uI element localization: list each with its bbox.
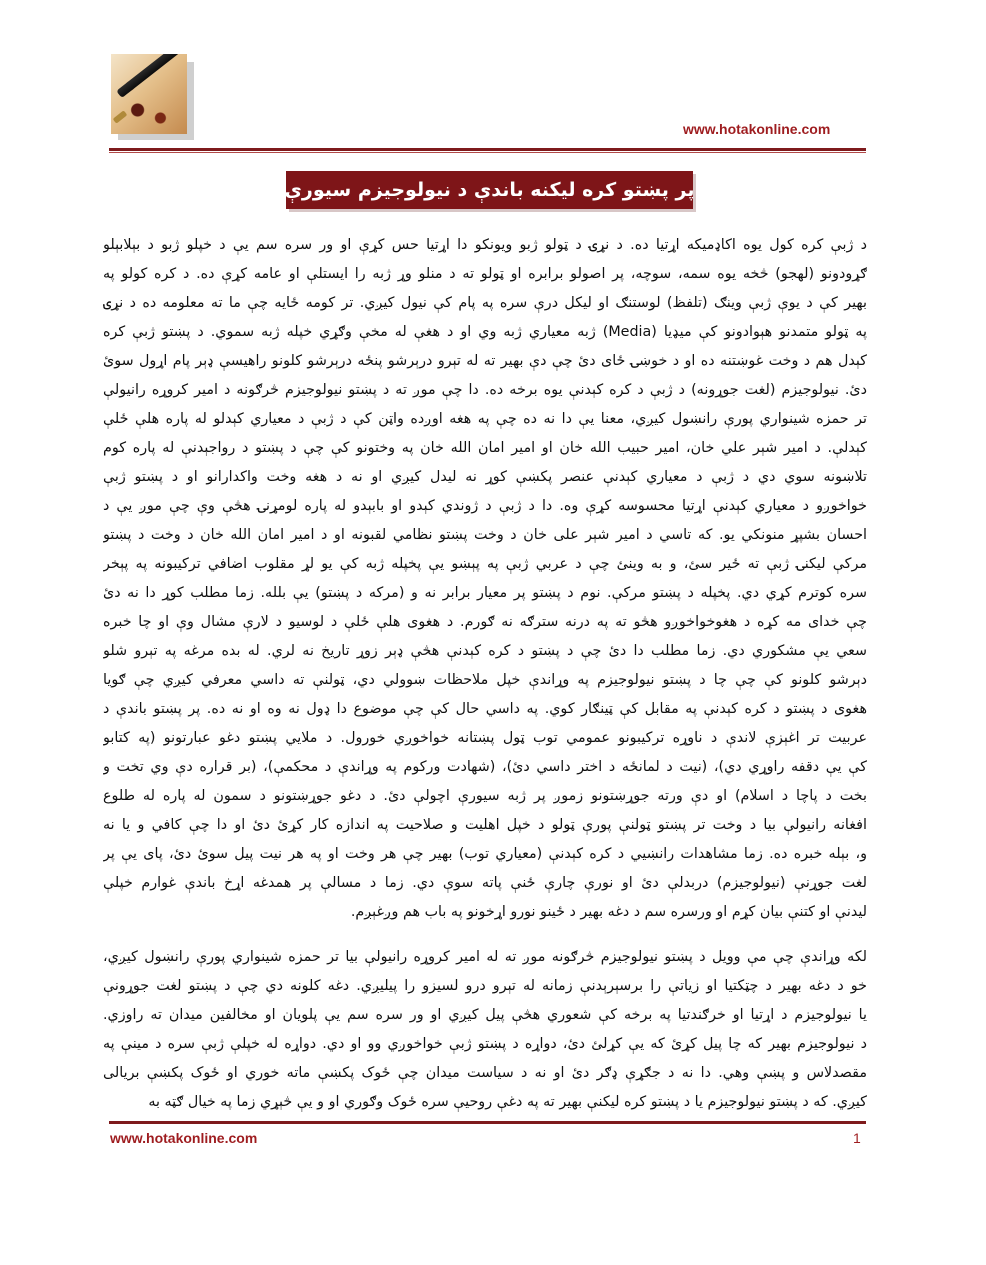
paragraph-line: لکه وړاندې چې مې وویل د پښتو نیولوجیزم څرګونه موږ ته له امیر کروړه رانیولې بیا تر حمزه شینواري پورې رانښول کیږي، xyxy=(103,949,867,965)
header-site-link[interactable]: www.hotakonline.com xyxy=(683,121,831,137)
article-title-banner xyxy=(286,171,693,209)
paragraph-line: مرکې لیکنۍ ژبې ته ځیر سئ، و به وینئ چې د عربي ژبې په پېښو یې پخپله ژبه کې یو لړ مقلوب اضافي ترکیبونه په پېخر xyxy=(103,556,867,572)
header-divider-thin xyxy=(109,152,866,153)
paragraph-line: خو د دغه بهیر د چټکتیا او زیاتې را برسېرېدنې زمانه له تېرو درو لسیزو را پیلیږي. دغه کلونه دي چې د پښتو لغت جوړونې xyxy=(103,978,867,994)
paragraph-2 xyxy=(103,943,867,1117)
paragraph-line: تر حمزه شینواري پورې رانښول کیږي، معنا یې دا نه ده چې په هغه اوږده واټن کې د ژبې د معیاري کېدلو له پاره هلې ځلې xyxy=(103,411,867,427)
paragraph-1 xyxy=(103,231,867,927)
paragraph-line: دئ. نیولوجیزم (لغت جوړونه) د ژبې د کره کېدنې یوه برخه ده. دا چې موږ ته د پښتو نیولوجیزم څرګونه د امیر کروړه رانیولې xyxy=(103,382,867,398)
paragraph-line: مقصدلاس و پښې وهي. دا نه د جګړې ډګر دئ او نه د سیاست میدان چې ځوک پکښې ماته خوري او ځوک پکښې بریالی xyxy=(103,1065,867,1081)
paragraph-line: کیږي. که د پښتو نیولوجیزم یا د پښتو کره لیکنې بهیر ته په دغې روحیې سره ځوک وګوري او و یې څېړي زما په خیال ګټه به xyxy=(148,1094,867,1110)
paragraph-line: د ژبې کره کول یوه اکاډمیکه اړتیا ده. د نړۍ د ټولو ژبو ویونکو دا اړتیا حس کړې او ور سره سم یې د خپلو ژبو د بېلابېلو xyxy=(103,237,867,253)
page-number: 1 xyxy=(853,1130,861,1146)
pen-nib-icon xyxy=(113,110,128,123)
paragraph-line: د نیولوجیزم بهیر که چا پیل کړئ که یې کړلئ دئ، دواړه د پښتو ژبې خواخوږي وو او دي. دواړه له خپلې ژبې سره د مینې په xyxy=(103,1036,867,1052)
article-title: پر پښتو کره لیکنه باندې د نیولوجیزم سیورې xyxy=(284,179,695,201)
pen-logo-image xyxy=(111,54,187,134)
article-body xyxy=(103,231,867,1117)
paragraph-line: و، بېله خبره ده. زما مشاهدات رانښیي د کره کېدنې (معیاري توب) بهیر چې هر وخت او په هر نیت پیل سوئ دئ، پای یې پر xyxy=(103,846,867,862)
paragraph-line: سره کوترم کړي دي. پخپله د پښتو مرکې. نوم د پښتو پر معیار برابر نه و (مرکه د پښتو) یې بلله. زما مطلب کوړ دا نه دئ xyxy=(103,585,867,601)
paragraph-line: لیدنې او کتنې بیان کړم او ورسره سم د دغه بهیر د ځینو نورو اړخونو په باب هم وږغېږم. xyxy=(350,904,867,920)
paragraph-line: په ټولو متمدنو هېوادونو کې میډیا (Media) ژبه معیاري ژبه وي او د هغې له مخې وګړي خپله ژبه سموي. د پښتو ژبې کره xyxy=(103,324,867,340)
paragraph-line: تلاښونه سوي دي د ژبې د معیاري کېدنې عنصر پکښې کوړ نه لیدل کیږي او نه د هغه وخت واکدارانو او د پښتو ژبې xyxy=(103,469,867,485)
header-divider xyxy=(109,148,866,151)
paragraph-line: هغوی د پښتو د کره کېدنې په مقابل کې ټینګار کوي. په داسي حال کې چې موضوع دا ډول نه وه او نه ده. پر پښتو باندې د xyxy=(103,701,867,717)
footer-site-link[interactable]: www.hotakonline.com xyxy=(110,1130,258,1146)
paragraph-line: سعي یې مشکوري دي. زما مطلب دا دئ چې د پښتو د کره کېدنې هڅې ډېر زوړ تاریخ نه لري. له بده مرغه په تېرو شلو xyxy=(103,643,867,659)
paragraph-line: یا نیولوجیزم د اړتیا او خرګندتیا په برخه کې شعوري هڅې پیل کیږي او ور سره سم یې پلویان او مخالفین میدان ته راوزي. xyxy=(103,1007,867,1023)
paragraph-line: بهیر کې د یوې ژبې وینګ (تلفظ) لوستنګ او لیکل درې سره په پام کې نیول کیږي. تر کومه ځایه چې ما ته معلومه ده د نړۍ xyxy=(103,295,867,311)
paragraph-line: خواخوږو د معیاري کېدنې اړتیا محسوسه کړې وه. دا د ژبې د ژوندي کېدو او بابېدو له پاره لومړنۍ هڅې وې چې موږ یې د xyxy=(103,498,867,514)
paragraph-line: چې خدای مه کړه د هغوخواخوږو هڅو ته په درنه سترګه نه ګورم. د هغوی هلې ځلې د لوسیو د لارې مشال وې او چا خبره xyxy=(103,614,867,630)
paragraph-line: افغانه رانیولې بیا د وخت تر پښتو ټولنې پورې ټولو د خپل اهلیت و صلاحیت په اندازه کار کړئ دئ او دا چې کافي و یا نه xyxy=(103,817,867,833)
paragraph-line: کېدل هم د وخت غوښتنه ده او د خوښۍ ځای دئ چې دې بهیر ته له تېرو درېرشو پنځه درېرشو کلونو راهیسې ډېر پام اړول سوئ xyxy=(103,353,867,369)
paragraph-line: بخت د پاچا د اسلام) او دې ورته جوړښتونو زموږ پر ژبه سیورې اچولې دئ. د دغو جوړښتونو د سمون له پاره له طلوع xyxy=(103,788,867,804)
paragraph-line: عربیت تر اغېزې لاندې د ناوړه ترکیبونو عمومي توب ټول پښتانه خواخوږي خورول. د ملايي پښتو دغو عبارتونو (په کتابو xyxy=(103,730,867,746)
paragraph-line: ګړودونو (لهجو) څخه یوه سمه، سوچه، پر اصولو برابره او ټولو ته د منلو وړ ژبه را ایستلې او عامه کړې ده. د کره کولو په xyxy=(103,266,867,282)
fountain-pen-icon xyxy=(116,54,187,98)
paragraph-line: لغت جوړنې (نیولوجیزم) دربدلې دئ او نورې چارې ځنې پاته سوې دي. زما د مسالې پر همدغه اړخ باندې غوارم خپلې xyxy=(103,875,867,891)
paragraph-line: کېدلې. د امیر شېر علي خان، امیر حبیب الله خان او امیر امان الله خان په وختونو کې چې د پښتو د رواجېدنې له پاره کوم xyxy=(103,440,867,456)
footer-divider xyxy=(109,1121,866,1124)
paragraph-line: احسان بشپړ منونکي یو. که تاسي د امیر شېر علی خان د وخت پښتو نظامي لقبونه او د امیر امان الله خان د وخت د پښتو xyxy=(103,527,867,543)
paragraph-line: دېرشو کلونو کې چې چا د پښتو نیولوجیزم په وړاندې خپل ملاحظات ښوولي دي، ټولنې ته داسي معرفي کیږي چې ګویا xyxy=(103,672,867,688)
paragraph-line: کې یې دقفه راوړي دي)، (نیت د لمانځه د اختر داسي دئ)، (شهادت ورکوم په وړاندې د محکمې)، (بر قراره دې وي تخت و xyxy=(103,759,867,775)
